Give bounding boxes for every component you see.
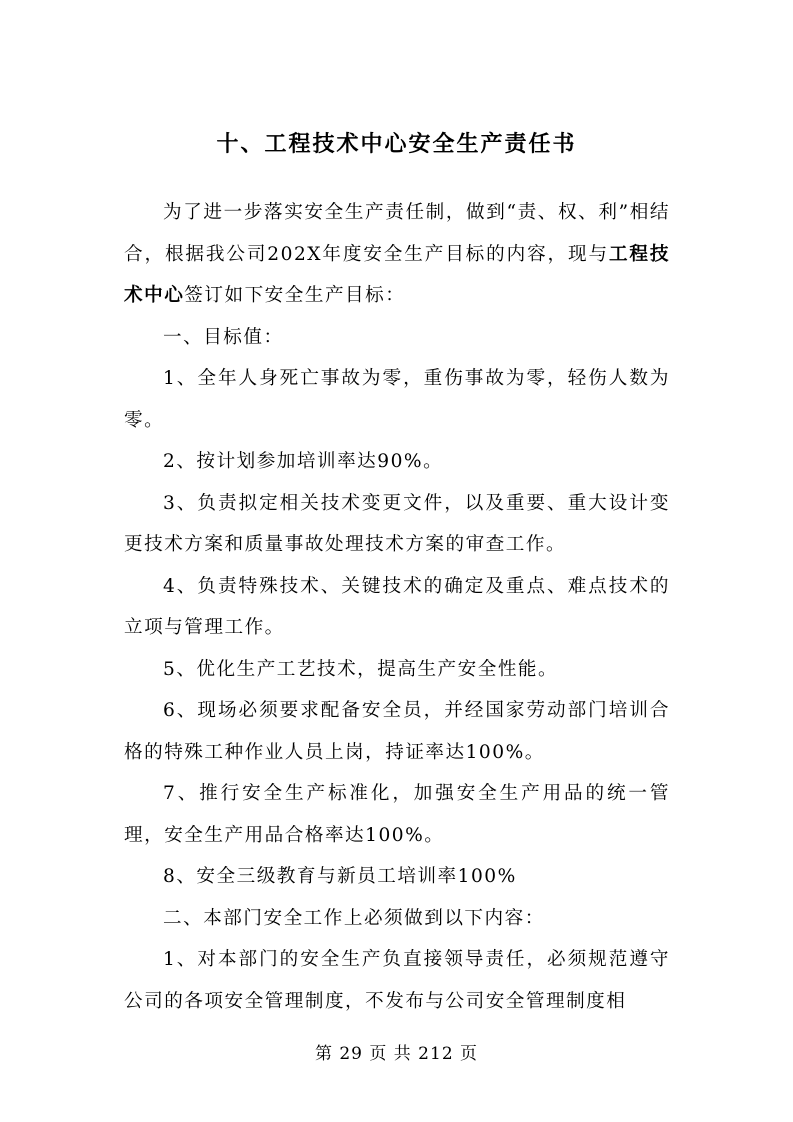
document-body [124, 192, 670, 1022]
department-name: 工程技术中心 [124, 243, 670, 306]
duty-item-1: 1、对本部门的安全生产负直接领导责任，必须规范遵守公司的各项安全管理制度，不发布与公司安全管理制度相 [124, 949, 670, 1012]
target-item-3: 3、负责拟定相关技术变更文件，以及重要、重大设计变更技术方案和质量事故处理技术方案的审查工作。 [124, 492, 670, 555]
target-item-4: 4、负责特殊技术、关键技术的确定及重点、难点技术的立项与管理工作。 [124, 575, 670, 638]
target-item-2: 2、按计划参加培训率达90%。 [163, 451, 444, 472]
section-heading-duties: 二、本部门安全工作上必须做到以下内容： [163, 907, 545, 929]
document-title: 十、工程技术中心安全生产责任书 [216, 131, 577, 157]
target-item-1: 1、全年人身死亡事故为零，重伤事故为零，轻伤人数为零。 [124, 368, 670, 431]
section-heading-targets: 一、目标值： [163, 326, 284, 348]
target-item-7: 7、推行安全生产标准化，加强安全生产用品的统一管理，安全生产用品合格率达100%。 [124, 783, 670, 846]
intro-text-after: 签订如下安全生产目标： [184, 285, 406, 306]
target-item-8: 8、安全三级教育与新员工培训率100% [163, 866, 517, 887]
intro-paragraph [124, 192, 670, 317]
page-number-footer: 第 29 页 共 212 页 [314, 1044, 479, 1064]
intro-text-before: 为了进一步落实安全生产责任制，做到“责、权、利”相结合，根据我公司202X年度安全生产目标的内容，现与 [124, 202, 670, 265]
target-item-6: 6、现场必须要求配备安全员，并经国家劳动部门培训合格的特殊工种作业人员上岗，持证率达100%。 [124, 700, 670, 763]
target-item-5: 5、优化生产工艺技术，提高生产安全性能。 [163, 658, 559, 680]
